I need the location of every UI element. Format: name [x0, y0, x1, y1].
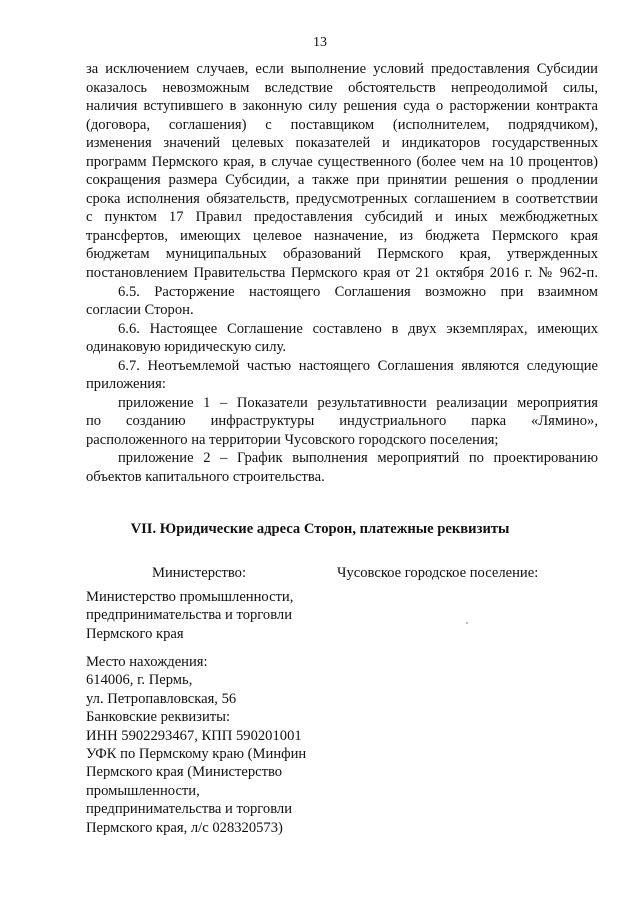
text-line: (договора, соглашения) с поставщиком (исполнителем, подрядчиком), [86, 116, 598, 133]
text-line: Пермского края (Министерство [86, 764, 283, 781]
appendix-2-item [86, 449, 598, 486]
text-line: программ Пермского края, в случае существенного (более чем на 10 процентов) [86, 153, 598, 170]
text-line: постановлением Правительства Пермского края от 21 октября 2016 г. № 962-п. [86, 265, 598, 282]
text-line: Банковские реквизиты: [86, 709, 230, 726]
paragraph-6-6 [86, 320, 598, 357]
text-line: по созданию инфраструктуры индустриального парка «Лямино», [86, 413, 598, 430]
text-line: бюджетам муниципальных образований Пермского края, утвержденных [86, 246, 598, 263]
text-line: Пермского края, л/с 028320573) [86, 819, 283, 836]
scan-speck [466, 622, 468, 624]
text-line: предпринимательства и торговли [86, 801, 293, 818]
text-line: сокращения размера Субсидии, а также при принятии решения о продлении [86, 172, 598, 189]
ministry-column-heading: Министерство: [152, 565, 247, 581]
body-text [86, 60, 598, 487]
text-line: 6.7. Неотъемлемой частью настоящего Соглашения являются следующие [118, 357, 598, 374]
text-line: предпринимательства и торговли [86, 607, 293, 624]
text-line: ИНН 5902293467, КПП 590201001 [86, 727, 302, 744]
text-line: Пермского края [86, 625, 184, 642]
text-line: 6.6. Настоящее Соглашение составлено в двух экземплярах, имеющих [118, 320, 598, 337]
ministry-name-block [86, 588, 346, 643]
text-line: Министерство промышленности, [86, 589, 294, 605]
text-line: расположенного на территории Чусовского городского поселения; [86, 431, 499, 448]
settlement-column-heading: Чусовское городское поселение: [337, 565, 539, 581]
text-line: 6.5. Расторжение настоящего Соглашения возможно при взаимном [118, 283, 598, 300]
page-number: 13 [313, 35, 327, 50]
text-line: Место нахождения: [86, 654, 208, 670]
section-heading: VII. Юридические адреса Сторон, платежные реквизиты [130, 521, 510, 537]
text-line: изменения значений целевых показателей и индикаторов государственных [86, 135, 598, 152]
text-line: приложения: [86, 376, 166, 393]
text-line: промышленности, [86, 782, 200, 799]
text-line: наличия вступившего в законную силу решения суда о расторжении контракта [86, 98, 598, 115]
text-line: приложение 2 – График выполнения мероприятий по проектированию [118, 450, 598, 467]
text-line: трансфертов, имеющих целевое назначение, из бюджета Пермского края [86, 227, 598, 244]
text-line: 614006, г. Пермь, [86, 672, 193, 689]
paragraph-continuation [86, 60, 598, 283]
text-line: ул. Петропавловская, 56 [86, 690, 237, 707]
paragraph-6-5 [86, 283, 598, 320]
paragraph-6-7 [86, 357, 598, 394]
text-line: оказалось невозможным вследствие обстоятельств непреодолимой силы, [86, 79, 598, 96]
text-line: объектов капитального строительства. [86, 469, 325, 486]
text-line: с пунктом 17 Правил предоставления субсидий и иных межбюджетных [86, 209, 598, 226]
ministry-details-block [86, 653, 346, 837]
appendix-1-item [86, 394, 598, 450]
text-line: за исключением случаев, если выполнение условий предоставления Субсидии [86, 61, 598, 77]
text-line: одинаковую юридическую силу. [86, 339, 286, 356]
text-line: приложение 1 – Показатели результативности реализации мероприятия [118, 394, 598, 411]
text-line: УФК по Пермскому краю (Минфин [86, 746, 307, 763]
text-line: согласии Сторон. [86, 302, 194, 319]
text-line: срока исполнения обязательств, предусмотренных соглашением в соответствии [86, 190, 598, 207]
